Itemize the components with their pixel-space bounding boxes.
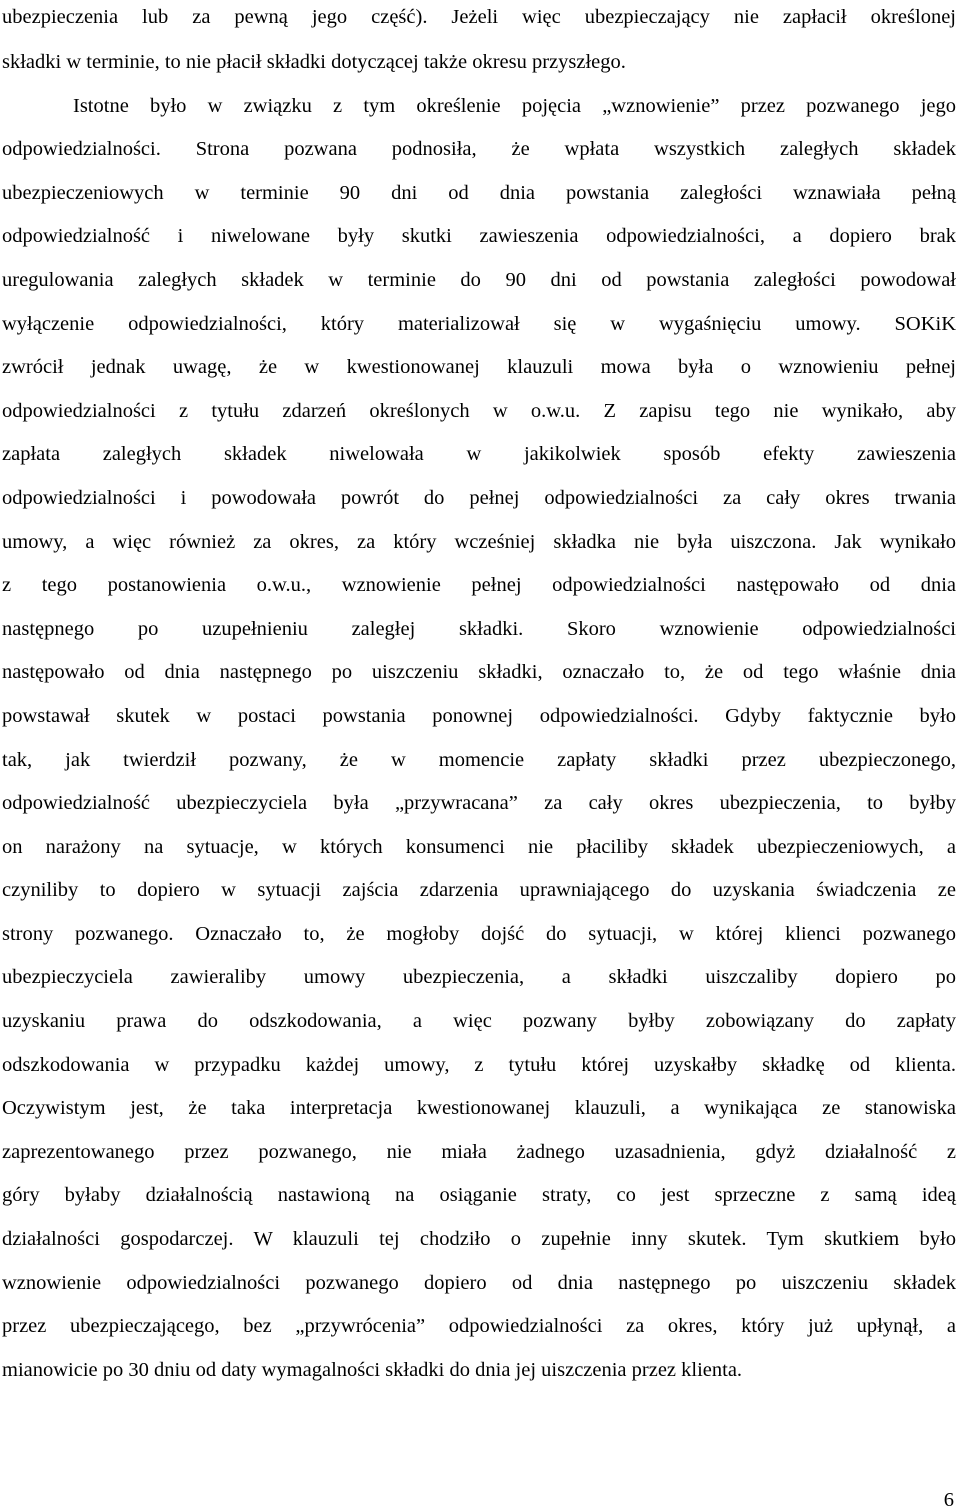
text-line: mianowicie po 30 dniu od daty wymagalności składki do dnia jej uiszczenia przez klienta. <box>2 1358 743 1381</box>
text-line: ubezpieczeniowych w terminie 90 dni od dnia powstania zaległości wznawiała pełną <box>2 181 956 204</box>
text-line: wznowienie odpowiedzialności pozwanego dopiero od dnia następnego po uiszczeniu składek <box>2 1271 956 1294</box>
page-number: 6 <box>943 1489 954 1511</box>
text-line: góry byłaby działalnością nastawioną na osiąganie straty, co jest sprzeczne z samą ideą <box>2 1184 956 1207</box>
text-line: odszkodowania w przypadku każdej umowy, z tytułu której uzyskałby składkę od klienta. <box>2 1053 956 1076</box>
text-line: uregulowania zaległych składek w terminie do 90 dni od powstania zaległości powodował <box>2 268 956 291</box>
text-line: zwrócił jednak uwagę, że w kwestionowanej klauzuli mowa była o wznowieniu pełnej <box>2 356 956 379</box>
text-line: przez ubezpieczającego, bez „przywrócenia” odpowiedzialności za okres, który już upłynął, a <box>2 1315 956 1338</box>
text-line: on narażony na sytuacje, w których konsumenci nie płaciliby składek ubezpieczeniowych, a <box>2 835 956 858</box>
text-line: zapłata zaległych składek niwelowała w jakikolwiek sposób efekty zawieszenia <box>2 443 956 466</box>
text-line: następnego po uzupełnieniu zaległej składki. Skoro wznowienie odpowiedzialności <box>2 617 956 640</box>
text-line: strony pozwanego. Oznaczało to, że mogłoby dojść do sytuacji, w której klienci pozwanego <box>2 922 956 945</box>
text-line: tak, jak twierdził pozwany, że w momencie zapłaty składki przez ubezpieczonego, <box>2 748 956 771</box>
text-line: odpowiedzialność i niwelowane były skutki zawieszenia odpowiedzialności, a dopiero brak <box>2 225 956 248</box>
text-line: działalności gospodarczej. W klauzuli tej chodziło o zupełnie inny skutek. Tym skutkiem było <box>2 1228 956 1251</box>
text-line: ubezpieczyciela zawieraliby umowy ubezpieczenia, a składki uiszczaliby dopiero po <box>2 966 956 989</box>
text-line: odpowiedzialności z tytułu zdarzeń określonych w o.w.u. Z zapisu tego nie wynikało, aby <box>2 399 956 422</box>
text-line: umowy, a więc również za okres, za który wcześniej składka nie była uiszczona. Jak wynikało <box>2 530 956 553</box>
text-line: odpowiedzialności i powodowała powrót do pełnej odpowiedzialności za cały okres trwania <box>2 486 956 509</box>
text-line: odpowiedzialność ubezpieczyciela była „przywracana” za cały okres ubezpieczenia, to byłby <box>2 792 956 815</box>
text-line: powstawał skutek w postaci powstania ponownej odpowiedzialności. Gdyby faktycznie było <box>2 704 956 727</box>
body-text <box>2 0 956 1392</box>
text-line: odpowiedzialności. Strona pozwana podnosiła, że wpłata wszystkich zaległych składek <box>2 138 956 161</box>
text-line: ubezpieczenia lub za pewną jego część). Jeżeli więc ubezpieczający nie zapłacił określonej <box>2 6 956 28</box>
text-line: Istotne było w związku z tym określenie pojęcia „wznowienie” przez pozwanego jego <box>73 94 956 117</box>
text-line: wyłączenie odpowiedzialności, który materializował się w wygaśnięciu umowy. SOKiK <box>2 312 956 335</box>
text-line: uzyskaniu prawa do odszkodowania, a więc pozwany byłby zobowiązany do zapłaty <box>2 1010 956 1033</box>
text-line: z tego postanowienia o.w.u., wznowienie pełnej odpowiedzialności następowało od dnia <box>2 574 956 597</box>
text-line: Oczywistym jest, że taka interpretacja kwestionowanej klauzuli, a wynikająca ze stanowiska <box>2 1097 956 1120</box>
text-line: składki w terminie, to nie płacił składki dotyczącej także okresu przyszłego. <box>2 51 626 73</box>
text-line: zaprezentowanego przez pozwanego, nie miała żadnego uzasadnienia, gdyż działalność z <box>2 1140 956 1163</box>
text-line: następowało od dnia następnego po uiszczeniu składki, oznaczało to, że od tego właśnie dnia <box>2 661 956 684</box>
text-line: czyniliby to dopiero w sytuacji zajścia zdarzenia uprawniającego do uzyskania świadczenia ze <box>2 879 956 902</box>
